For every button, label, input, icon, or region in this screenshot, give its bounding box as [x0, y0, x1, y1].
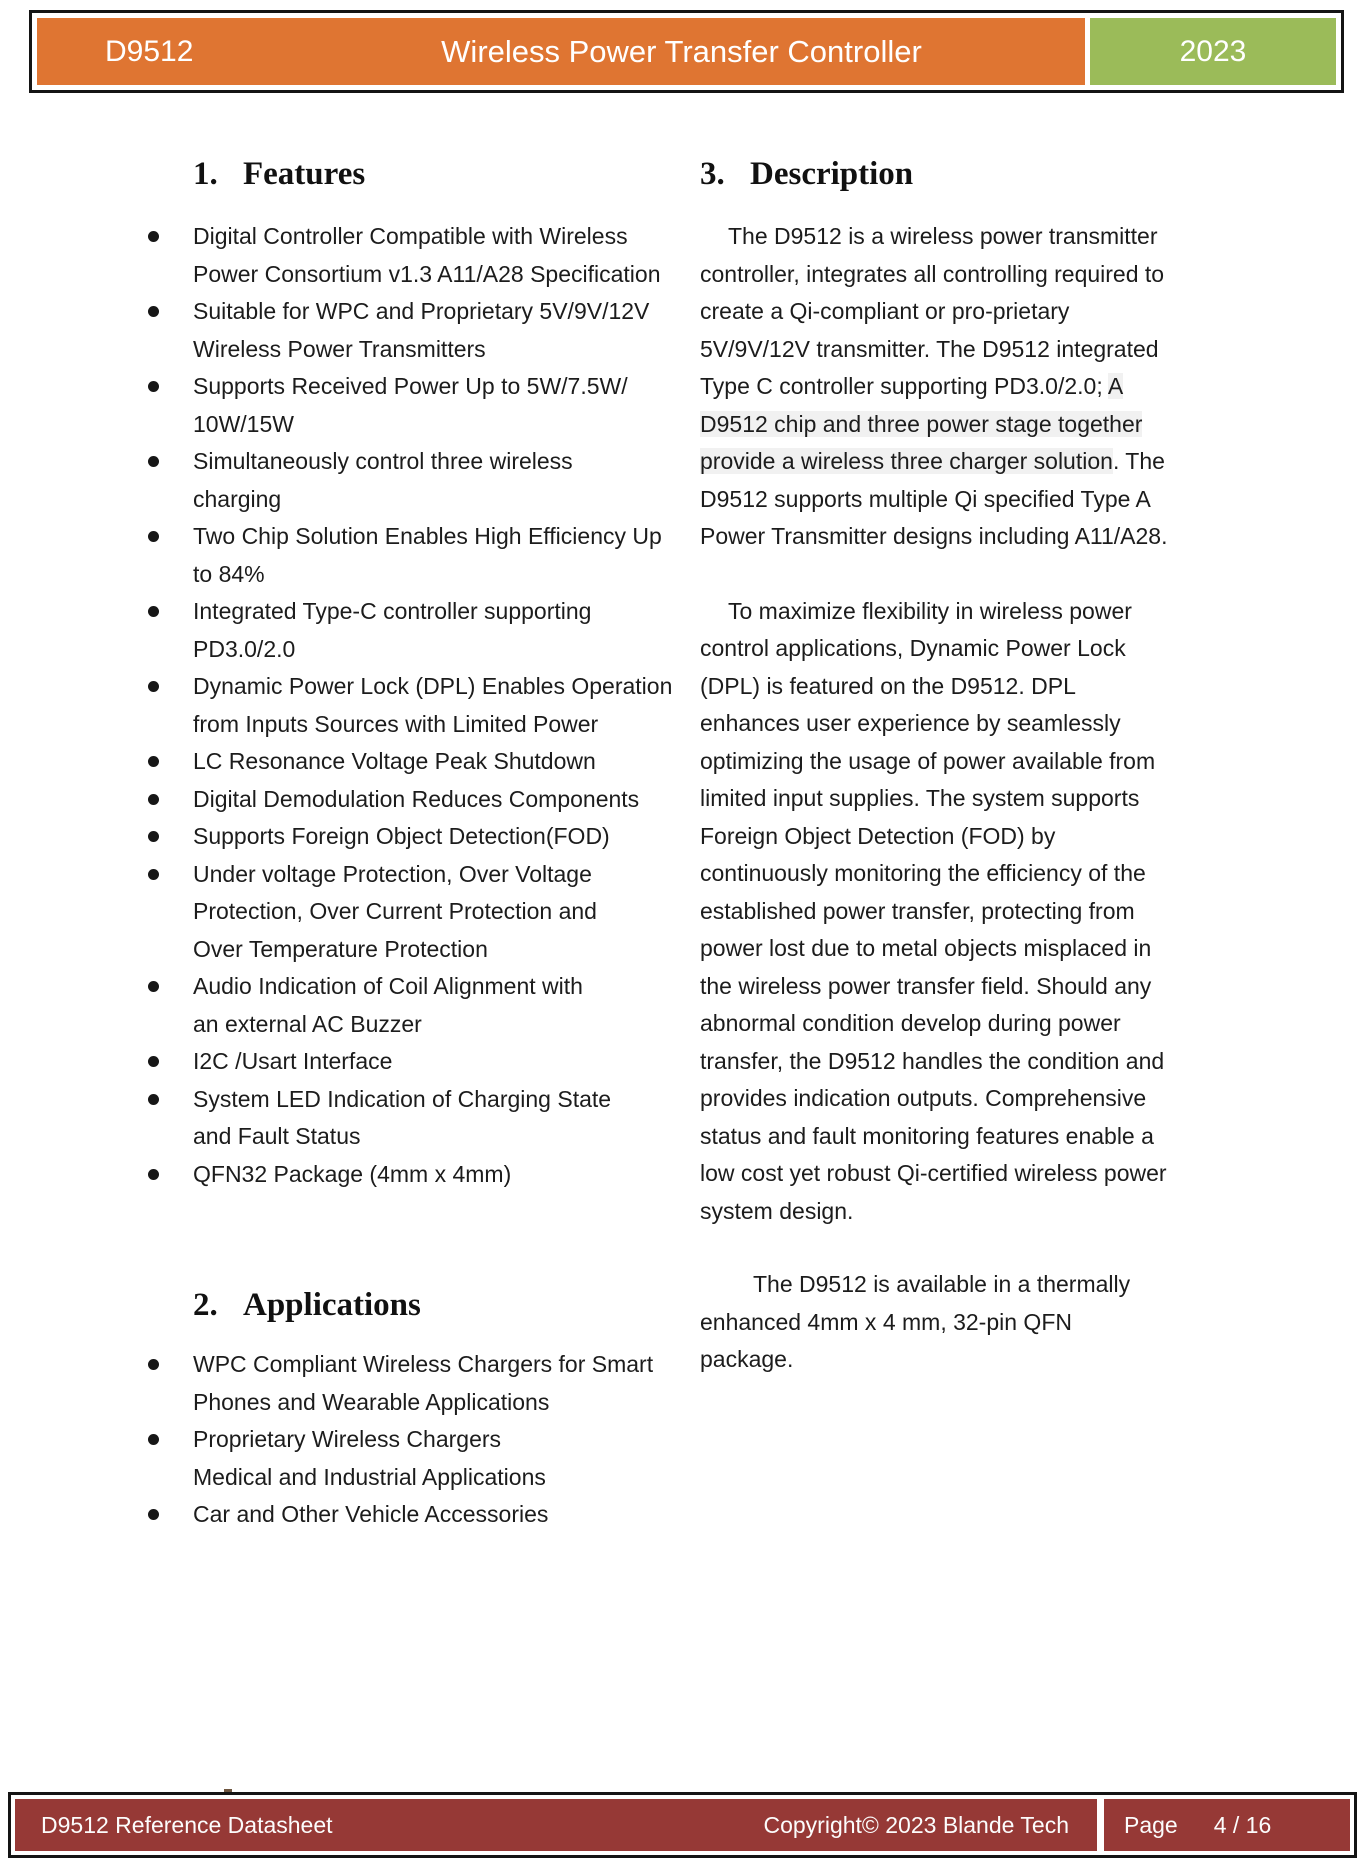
- list-item: [145, 218, 672, 293]
- description-body: [700, 218, 1170, 1379]
- list-item-text: Supports Foreign Object Detection(FOD): [193, 823, 610, 849]
- bullet-icon: [148, 381, 159, 392]
- year-badge: [1090, 18, 1336, 85]
- list-item-text: WPC Compliant Wireless Chargers for Smart Phones and Wearable Applications: [193, 1351, 654, 1415]
- applications-heading: [193, 1283, 421, 1327]
- list-item: [145, 593, 672, 668]
- list-item: [145, 743, 672, 781]
- footer-copyright: Copyright© 2023 Blande Tech: [763, 1811, 1069, 1838]
- bullet-icon: [148, 306, 159, 317]
- bullet-icon: [148, 981, 159, 992]
- footer-bar: [8, 1792, 1357, 1858]
- list-item-text: Digital Demodulation Reduces Components: [193, 785, 640, 812]
- list-item: [145, 518, 672, 593]
- footer-page-label: Page: [1124, 1811, 1178, 1838]
- list-item-text: Proprietary Wireless Chargers Medical and Industrial Applications: [193, 1426, 546, 1490]
- list-item-text: Two Chip Solution Enables High Efficiency Up to 84%: [193, 523, 662, 587]
- header-bar: [29, 10, 1344, 93]
- applications-heading-title: Applications: [243, 1287, 421, 1323]
- list-item-text: Supports Received Power Up to 5W/7.5W/ 10W/15W: [193, 373, 628, 437]
- description-heading-title: Description: [750, 156, 914, 192]
- bullet-icon: [148, 1509, 159, 1520]
- list-item-text: Digital Controller Compatible with Wireless Power Consortium v1.3 A11/A28 Specification: [193, 223, 661, 287]
- list-item-text: Audio Indication of Coil Alignment with an external AC Buzzer: [193, 973, 583, 1037]
- bullet-icon: [148, 1169, 159, 1180]
- list-item: [145, 856, 672, 969]
- features-heading: [193, 152, 365, 196]
- list-item-text: Under voltage Protection, Over Voltage Protection, Over Current Protection and Over Temperature Protection: [193, 860, 597, 962]
- part-number: D9512: [105, 34, 194, 68]
- list-item: [145, 368, 672, 443]
- list-item-text: Suitable for WPC and Proprietary 5V/9V/12V Wireless Power Transmitters: [193, 298, 650, 362]
- footer-page-number: 4 / 16: [1213, 1811, 1272, 1838]
- list-item-text: Integrated Type-C controller supporting PD3.0/2.0: [193, 598, 592, 662]
- bullet-icon: [148, 794, 159, 805]
- footer-doc-name: D9512 Reference Datasheet: [41, 1811, 333, 1838]
- bullet-icon: [148, 869, 159, 880]
- list-item-text: LC Resonance Voltage Peak Shutdown: [193, 748, 596, 774]
- list-item: [145, 443, 672, 518]
- bullet-icon: [148, 1359, 159, 1370]
- bullet-icon: [148, 831, 159, 842]
- footer-left-cell: [15, 1799, 1097, 1851]
- list-item: [145, 1156, 672, 1194]
- bullet-icon: [148, 606, 159, 617]
- footer-page-cell: [1104, 1799, 1350, 1851]
- description-heading-number: 3.: [700, 156, 725, 192]
- list-item: [145, 818, 672, 856]
- list-item-text: I2C /Usart Interface: [193, 1048, 393, 1074]
- bullet-icon: [148, 756, 159, 767]
- year-text: 2023: [1179, 34, 1247, 68]
- list-item: [145, 1081, 672, 1156]
- list-item-text: Simultaneously control three wireless charging: [193, 448, 573, 512]
- list-item: [145, 668, 672, 743]
- list-item: [145, 1346, 653, 1421]
- list-item-text: System LED Indication of Charging State and Fault Status: [193, 1085, 612, 1149]
- list-item: [145, 293, 672, 368]
- header-orange-band: [37, 18, 1085, 85]
- list-item: [145, 781, 672, 819]
- description-paragraph-2: To maximize flexibility in wireless power control applications, Dynamic Power Lock (DPL) is featured on the D9512. DPL enhances user experience by seamlessly optimizing the usage of power available from limited input supplies. The system supports Foreign Object Detection (FOD) by continuously monitoring the efficiency of the established power transfer, protecting from power lost due to metal objects misplaced in the wireless power transfer field. Should any abnormal condition develop during power transfer, the D9512 handles the condition and provides indication outputs. Comprehensive status and fault monitoring features enable a low cost yet robust Qi-certified wireless power system design.: [700, 597, 1167, 1224]
- bullet-icon: [148, 1434, 159, 1445]
- features-heading-title: Features: [243, 156, 366, 192]
- description-heading: [700, 152, 913, 196]
- description-paragraph-3: The D9512 is available in a thermally enhanced 4mm x 4 mm, 32-pin QFN package.: [700, 1271, 1131, 1372]
- list-item: [145, 968, 672, 1043]
- document-title: Wireless Power Transfer Controller: [441, 33, 922, 69]
- bullet-icon: [148, 231, 159, 242]
- applications-list: [145, 1346, 653, 1534]
- description-paragraph-1: The D9512 is a wireless power transmitter controller, integrates all controlling required to create a Qi-compliant or pro-prietary 5V/9V/12V transmitter. The D9512 integrated Type C controller supporting PD3.0/2.0; A D9512 chip and three power stage together provide a wireless three charger solution. The D9512 supports multiple Qi specified Type A Power Transmitter designs including A11/A28.: [700, 223, 1168, 549]
- list-item: [145, 1496, 653, 1534]
- list-item-text: QFN32 Package (4mm x 4mm): [193, 1160, 512, 1187]
- list-item: [145, 1043, 672, 1081]
- highlighted-text: A D9512 chip and three power stage together provide a wireless three charger solution: [700, 373, 1143, 474]
- list-item-text: Dynamic Power Lock (DPL) Enables Operation from Inputs Sources with Limited Power: [193, 673, 673, 737]
- bullet-icon: [148, 1094, 159, 1105]
- bullet-icon: [148, 456, 159, 467]
- list-item: [145, 1421, 653, 1496]
- applications-heading-number: 2.: [193, 1287, 218, 1323]
- bullet-icon: [148, 1056, 159, 1067]
- list-item-text: Car and Other Vehicle Accessories: [193, 1501, 549, 1527]
- features-heading-number: 1.: [193, 156, 218, 192]
- bullet-icon: [148, 531, 159, 542]
- features-list: [145, 218, 672, 1193]
- bullet-icon: [148, 681, 159, 692]
